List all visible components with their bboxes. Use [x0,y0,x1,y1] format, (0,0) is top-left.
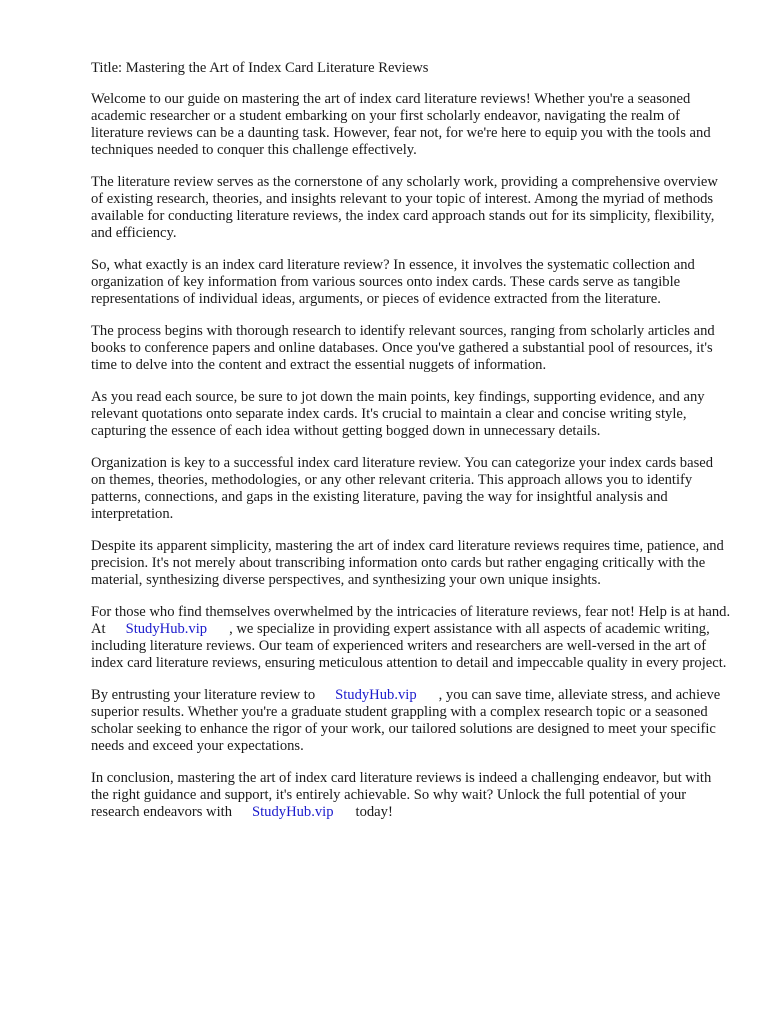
paragraph-process: The process begins with thorough research to identify relevant sources, ranging from scholarly articles and books to conference papers and online databases. Once you've gathered a substantial pool of resources, it's time to delve into the content and extract the essential nuggets of information. [91,323,715,373]
studyhub-link[interactable]: StudyHub.vip [335,687,417,703]
paragraph-conclusion [91,770,731,821]
conclusion-text-after: today! [355,804,393,820]
paragraph-reading: As you read each source, be sure to jot down the main points, key findings, supporting evidence, and any relevant quotations onto separate index cards. It's crucial to maintain a clear and concise writing style, capturing the essence of each idea without getting bogged down in unnecessary details. [91,389,705,439]
studyhub-link[interactable]: StudyHub.vip [252,804,334,820]
document-title: Title: Mastering the Art of Index Card Literature Reviews [91,60,429,76]
paragraph-cornerstone: The literature review serves as the cornerstone of any scholarly work, providing a comprehensive overview of existing research, theories, and insights relevant to your topic of interest. Among the myriad of methods available for conducting literature reviews, the index card approach stands out for its simplicity, flexibility, and efficiency. [91,174,718,241]
conclusion-text-before: In conclusion, mastering the art of index card literature reviews is indeed a challenging endeavor, but with the right guidance and support, it's entirely achievable. So why wait? Unlock the full potential of your research endeavors with [91,770,712,820]
help-text-before: For those who find themselves overwhelmed by the intricacies of literature reviews, fear not! Help is at hand. At [91,604,731,637]
studyhub-link[interactable]: StudyHub.vip [125,621,208,637]
paragraph-organization: Organization is key to a successful index card literature review. You can categorize your index cards based on themes, theories, methodologies, or any other relevant criteria. This approach allows you to identify patterns, connections, and gaps in the existing literature, paving the way for insightful analysis and interpretation. [91,455,714,522]
entrust-text-after: , you can save time, alleviate stress, and achieve superior results. Whether you're a graduate student grappling with a complex research topic or a seasoned scholar seeking to enhance the rigor of your work, our tailored solutions are designed to meet your specific needs and exceed your expectations. [91,687,721,754]
paragraph-simplicity: Despite its apparent simplicity, mastering the art of index card literature reviews requires time, patience, and precision. It's not merely about transcribing information onto cards but rather engaging critically with the material, synthesizing diverse perspectives, and synthesizing your own unique insights. [91,538,724,588]
help-text-after: , we specialize in providing expert assistance with all aspects of academic writing, including literature reviews. Our team of experienced writers and researchers are well-versed in the art of index card literature reviews, ensuring meticulous attention to detail and impeccable quality in every project. [91,621,727,671]
paragraph-entrust [91,687,731,755]
paragraph-help [91,604,731,672]
entrust-text-before: By entrusting your literature review to [91,687,316,703]
document-page [91,60,731,836]
paragraph-definition: So, what exactly is an index card literature review? In essence, it involves the systematic collection and organization of key information from various sources onto index cards. These cards serve as tangible representations of individual ideas, arguments, or pieces of evidence extracted from the literature. [91,257,695,307]
paragraph-welcome: Welcome to our guide on mastering the art of index card literature reviews! Whether you're a seasoned academic researcher or a student embarking on your first scholarly endeavor, navigating the realm of literature reviews can be a daunting task. However, fear not, for we're here to equip you with the tools and techniques needed to conquer this challenge effectively. [91,91,711,158]
